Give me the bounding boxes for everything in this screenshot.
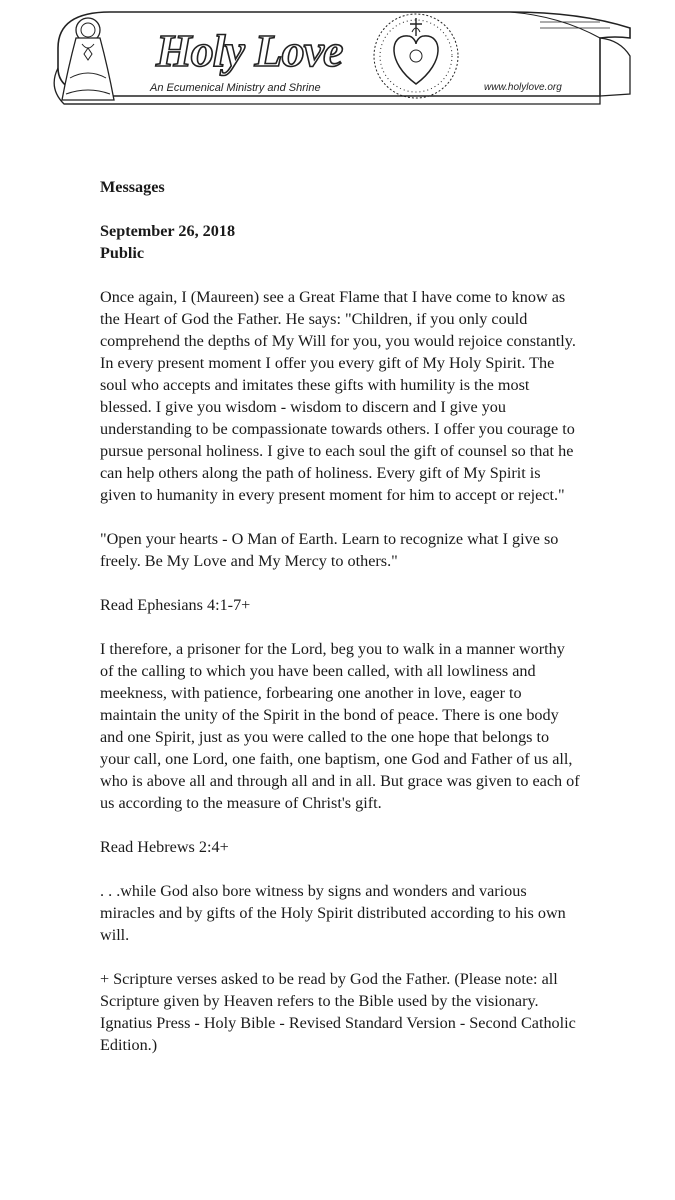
message-audience: Public — [100, 244, 145, 262]
footnote: + Scripture verses asked to be read by God the Father. (Please note: all Scripture given by Heaven refers to the Bible used by the visionary. Ignatius Press - Holy Bible - Revised Standard Version - Second Catholic Edition.) — [100, 970, 576, 1054]
scripture-text: I therefore, a prisoner for the Lord, beg you to walk in a manner worthy of the calling to which you have been called, with all lowliness and meekness, with patience, forbearing one another in love, eager to maintain the unity of the Spirit in the bond of peace. There is one body and one Spirit, just as you were called to the one hope that belongs to your call, one Lord, one faith, one baptism, one God and Father of us all, who is above all and through all and in all. But grace was given to each of us according to the measure of Christ's gift. — [100, 640, 580, 812]
header-banner — [40, 8, 640, 112]
message-meta — [100, 220, 580, 264]
message-paragraph: Once again, I (Maureen) see a Great Flame that I have come to know as the Heart of God the Father. He says: "Children, if you only could comprehend the depths of My Will for you, you would rejoice constantly. In every present moment I offer you every gift of My Holy Spirit. The soul who accepts and imitates these gifts with humility is the most blessed. I give you wisdom - wisdom to discern and I give you understanding to be compassionate towards others. I offer you courage to pursue personal holiness. I give to each soul the gift of counsel so that he can help others along the path of holiness. Every gift of My Spirit is given to humanity in every present moment for him to accept or reject." — [100, 288, 576, 504]
scripture-reference: Read Ephesians 4:1-7+ — [100, 596, 251, 614]
scripture-reference: Read Hebrews 2:4+ — [100, 838, 229, 856]
scripture-text: . . .while God also bore witness by signs and wonders and various miracles and by gifts of the Holy Spirit distributed according to his own will. — [100, 882, 566, 944]
message-content — [100, 176, 580, 1078]
site-title: Holy Love — [156, 25, 343, 76]
mary-figure-icon — [48, 8, 128, 108]
message-date: September 26, 2018 — [100, 222, 236, 240]
heart-wreath-icon — [366, 4, 466, 108]
section-heading: Messages — [100, 178, 165, 196]
message-paragraph: "Open your hearts - O Man of Earth. Learn to recognize what I give so freely. Be My Love and My Mercy to others." — [100, 530, 559, 570]
site-subtitle: An Ecumenical Ministry and Shrine — [150, 82, 321, 94]
site-url: www.holylove.org — [484, 82, 562, 93]
